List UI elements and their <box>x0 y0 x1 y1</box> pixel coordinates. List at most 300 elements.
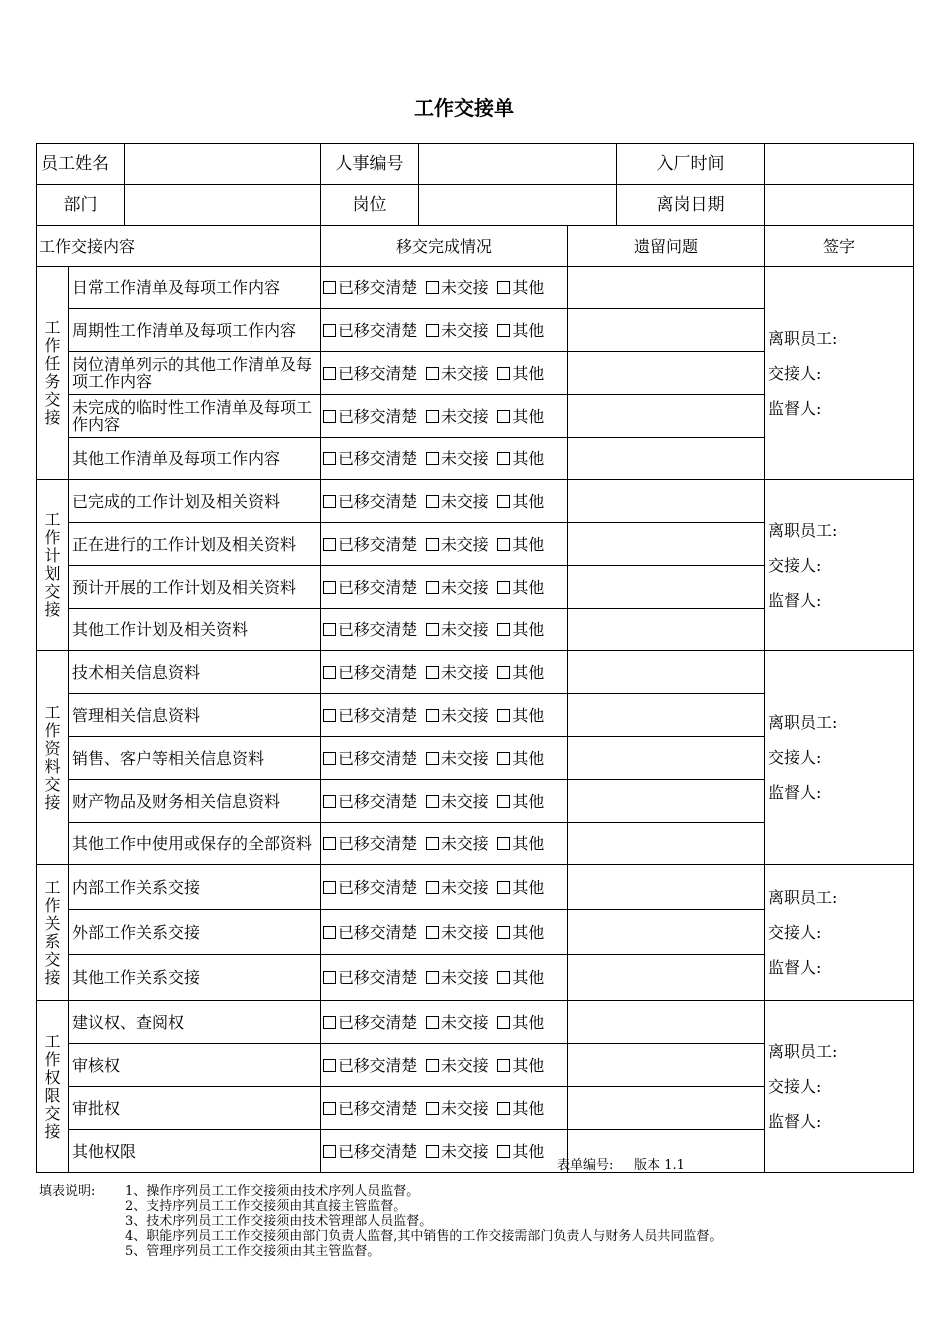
signature-block-3 <box>765 865 914 1001</box>
col-header-sign <box>765 226 914 267</box>
checkbox-square-icon <box>426 666 439 679</box>
label-personnel-no-text: 人事编号 <box>335 153 404 174</box>
checkbox-label: 已移交清楚 <box>338 1098 418 1118</box>
item-1-0-text: 已完成的工作计划及相关资料 <box>72 491 281 511</box>
remaining-issue-field[interactable] <box>568 438 765 480</box>
status-options <box>321 438 568 480</box>
checkbox-other[interactable] <box>497 535 544 554</box>
checkbox-not-handed[interactable] <box>426 663 488 682</box>
item-3-0-text: 内部工作关系交接 <box>72 877 201 897</box>
checkbox-not-handed[interactable] <box>426 449 488 468</box>
checkbox-label: 其他 <box>512 1098 545 1118</box>
checkbox-square-icon <box>323 410 336 423</box>
checkbox-not-handed[interactable] <box>426 578 488 597</box>
status-options <box>321 395 568 438</box>
checkbox-clear[interactable] <box>323 1099 417 1118</box>
checkbox-label: 其他 <box>512 620 545 639</box>
item-4-0-text: 建议权、查阅权 <box>72 1012 185 1032</box>
checkbox-label: 已移交清楚 <box>338 278 418 297</box>
category-1 <box>37 480 69 651</box>
checkbox-square-icon <box>497 452 510 465</box>
checkbox-other[interactable] <box>497 1142 544 1161</box>
checkbox-other[interactable] <box>497 968 544 987</box>
checkbox-label: 已移交清楚 <box>338 1055 418 1075</box>
checkbox-square-icon <box>323 324 336 337</box>
checkbox-square-icon <box>497 752 510 765</box>
status-options <box>321 1044 568 1087</box>
instruction-item: 2、支持序列员工工作交接须由其直接主管监督。 <box>125 1199 407 1214</box>
col-header-sign-text: 签字 <box>822 236 855 256</box>
checkbox-not-handed[interactable] <box>426 1013 488 1032</box>
checkbox-label: 未交接 <box>441 620 489 639</box>
checkbox-label: 已移交清楚 <box>338 363 418 383</box>
label-entry-time-text: 入厂时间 <box>656 153 725 174</box>
checkbox-label: 已移交清楚 <box>338 1141 418 1161</box>
checkbox-square-icon <box>497 367 510 380</box>
checkbox-square-icon <box>323 367 336 380</box>
sign-label-leaver[interactable]: 离职员工: <box>768 713 838 732</box>
checkbox-label: 已移交清楚 <box>338 577 418 597</box>
checkbox-not-handed[interactable] <box>426 1099 488 1118</box>
checkbox-other[interactable] <box>497 1013 544 1032</box>
status-options <box>321 480 568 523</box>
label-leave-date <box>617 185 765 226</box>
status-options <box>321 823 568 865</box>
instruction-item: 5、管理序列员工工作交接须由其主管监督。 <box>125 1244 381 1259</box>
checkbox-not-handed[interactable] <box>426 1056 488 1075</box>
checkbox-label: 已移交清楚 <box>338 406 418 426</box>
checkbox-square-icon <box>497 1145 510 1158</box>
checkbox-clear[interactable] <box>323 278 417 297</box>
checkbox-label: 其他 <box>512 278 545 297</box>
sign-label-supervisor[interactable]: 监督人: <box>768 783 822 802</box>
checkbox-square-icon <box>497 881 510 894</box>
checkbox-square-icon <box>323 837 336 850</box>
col-header-issues <box>568 226 765 267</box>
item-1-0 <box>69 480 321 523</box>
col-header-content-text: 工作交接内容 <box>39 236 136 256</box>
label-personnel-no <box>321 144 419 185</box>
checkbox-square-icon <box>426 367 439 380</box>
item-3-1 <box>69 910 321 955</box>
checkbox-square-icon <box>426 581 439 594</box>
checkbox-label: 其他 <box>512 577 545 597</box>
instructions-label: 填表说明: <box>39 1184 96 1199</box>
checkbox-square-icon <box>323 881 336 894</box>
remaining-issue-field[interactable] <box>568 309 765 352</box>
checkbox-label: 已移交清楚 <box>338 922 418 942</box>
remaining-issue-field[interactable] <box>568 651 765 694</box>
checkbox-not-handed[interactable] <box>426 364 488 383</box>
checkbox-square-icon <box>323 281 336 294</box>
sign-label-receiver[interactable]: 交接人: <box>768 363 822 383</box>
checkbox-clear[interactable] <box>323 834 417 853</box>
checkbox-clear[interactable] <box>323 407 417 426</box>
item-0-1 <box>69 309 321 352</box>
checkbox-label: 其他 <box>512 662 545 682</box>
item-3-0 <box>69 865 321 910</box>
checkbox-label: 已移交清楚 <box>338 1012 418 1032</box>
signature-block-0 <box>765 267 914 480</box>
item-1-1 <box>69 523 321 566</box>
label-position <box>321 185 419 226</box>
checkbox-square-icon <box>323 752 336 765</box>
checkbox-label: 未交接 <box>441 705 489 725</box>
checkbox-not-handed[interactable] <box>426 492 488 511</box>
checkbox-label: 已移交清楚 <box>338 491 418 511</box>
checkbox-other[interactable] <box>497 792 544 811</box>
item-0-2-text: 岗位清单列示的其他工作清单及每项工作内容 <box>72 355 313 391</box>
item-4-2 <box>69 1087 321 1130</box>
checkbox-square-icon <box>323 452 336 465</box>
checkbox-not-handed[interactable] <box>426 968 488 987</box>
category-2 <box>37 651 69 865</box>
item-2-4-text: 其他工作中使用或保存的全部资料 <box>72 834 313 853</box>
checkbox-label: 其他 <box>512 534 545 554</box>
category-2-text: 工作资料交接 <box>44 702 61 812</box>
checkbox-not-handed[interactable] <box>426 923 488 942</box>
checkbox-label: 其他 <box>512 449 545 468</box>
sign-label-receiver[interactable]: 交接人: <box>768 555 822 575</box>
instruction-item: 3、技术序列员工工作交接须由技术管理部人员监督。 <box>125 1214 433 1229</box>
checkbox-clear[interactable] <box>323 492 417 511</box>
checkbox-label: 已移交清楚 <box>338 705 418 725</box>
sign-label-supervisor[interactable]: 监督人: <box>768 1112 822 1131</box>
checkbox-square-icon <box>426 1016 439 1029</box>
status-options <box>321 566 568 609</box>
checkbox-square-icon <box>497 926 510 939</box>
checkbox-clear[interactable] <box>323 663 417 682</box>
sign-label-leaver[interactable]: 离职员工: <box>768 520 838 540</box>
checkbox-label: 未交接 <box>441 491 489 511</box>
col-header-content <box>37 226 321 267</box>
item-3-2 <box>69 955 321 1001</box>
checkbox-square-icon <box>497 1102 510 1115</box>
category-3 <box>37 865 69 1001</box>
checkbox-label: 未交接 <box>441 320 489 340</box>
checkbox-other[interactable] <box>497 321 544 340</box>
item-0-0-text: 日常工作清单及每项工作内容 <box>72 278 281 297</box>
label-department <box>37 185 125 226</box>
label-entry-time <box>617 144 765 185</box>
entry-time-field[interactable] <box>765 144 914 185</box>
remaining-issue-field[interactable] <box>568 566 765 609</box>
item-2-1-text: 管理相关信息资料 <box>72 705 201 725</box>
item-4-2-text: 审批权 <box>72 1098 121 1118</box>
checkbox-not-handed[interactable] <box>426 878 488 897</box>
checkbox-square-icon <box>426 709 439 722</box>
item-2-0-text: 技术相关信息资料 <box>72 662 201 682</box>
item-1-2-text: 预计开展的工作计划及相关资料 <box>72 577 297 597</box>
checkbox-other[interactable] <box>497 1099 544 1118</box>
item-1-3 <box>69 609 321 651</box>
department-field[interactable] <box>125 185 321 226</box>
item-3-2-text: 其他工作关系交接 <box>72 968 201 987</box>
checkbox-clear[interactable] <box>323 878 417 897</box>
checkbox-label: 已移交清楚 <box>338 449 418 468</box>
checkbox-label: 未交接 <box>441 922 489 942</box>
checkbox-other[interactable] <box>497 749 544 768</box>
item-2-3-text: 财产物品及财务相关信息资料 <box>72 791 281 811</box>
checkbox-label: 已移交清楚 <box>338 834 418 853</box>
instruction-item: 4、职能序列员工工作交接须由部门负责人监督,其中销售的工作交接需部门负责人与财务人员共同监督。 <box>125 1229 723 1244</box>
checkbox-label: 其他 <box>512 1141 545 1161</box>
sign-label-receiver[interactable]: 交接人: <box>768 923 822 942</box>
checkbox-clear[interactable] <box>323 620 417 639</box>
checkbox-label: 未交接 <box>441 877 489 897</box>
status-options <box>321 309 568 352</box>
checkbox-other[interactable] <box>497 278 544 297</box>
label-employee-name <box>37 144 125 185</box>
personnel-no-field[interactable] <box>419 144 617 185</box>
checkbox-clear[interactable] <box>323 968 417 987</box>
sign-label-supervisor[interactable]: 监督人: <box>768 398 822 418</box>
checkbox-clear[interactable] <box>323 364 417 383</box>
checkbox-clear[interactable] <box>323 1013 417 1032</box>
checkbox-square-icon <box>426 926 439 939</box>
instruction-item: 1、操作序列员工工作交接须由技术序列人员监督。 <box>125 1184 420 1199</box>
item-0-0 <box>69 267 321 309</box>
category-3-text: 工作关系交接 <box>44 877 61 987</box>
item-0-1-text: 周期性工作清单及每项工作内容 <box>72 320 297 340</box>
checkbox-label: 已移交清楚 <box>338 968 418 987</box>
remaining-issue-field[interactable] <box>568 865 765 910</box>
checkbox-label: 其他 <box>512 791 545 811</box>
checkbox-square-icon <box>497 666 510 679</box>
status-options <box>321 609 568 651</box>
checkbox-square-icon <box>426 452 439 465</box>
checkbox-label: 其他 <box>512 1055 545 1075</box>
remaining-issue-field[interactable] <box>568 480 765 523</box>
item-4-0 <box>69 1001 321 1044</box>
checkbox-clear[interactable] <box>323 1142 417 1161</box>
category-4-text: 工作权限交接 <box>44 1031 61 1141</box>
checkbox-label: 已移交清楚 <box>338 534 418 554</box>
checkbox-not-handed[interactable] <box>426 792 488 811</box>
remaining-issue-field[interactable] <box>568 1044 765 1087</box>
checkbox-label: 未交接 <box>441 662 489 682</box>
checkbox-label: 未交接 <box>441 449 489 468</box>
checkbox-square-icon <box>426 971 439 984</box>
checkbox-square-icon <box>323 1145 336 1158</box>
checkbox-label: 其他 <box>512 922 545 942</box>
checkbox-clear[interactable] <box>323 923 417 942</box>
checkbox-label: 其他 <box>512 363 545 383</box>
checkbox-not-handed[interactable] <box>426 1142 488 1161</box>
remaining-issue-field[interactable] <box>568 1001 765 1044</box>
checkbox-label: 其他 <box>512 406 545 426</box>
col-header-status-text: 移交完成情况 <box>395 236 492 256</box>
status-options <box>321 523 568 566</box>
remaining-issue-field[interactable] <box>568 1087 765 1130</box>
checkbox-label: 未交接 <box>441 834 489 853</box>
checkbox-other[interactable] <box>497 834 544 853</box>
checkbox-square-icon <box>497 538 510 551</box>
checkbox-other[interactable] <box>497 620 544 639</box>
checkbox-square-icon <box>426 495 439 508</box>
checkbox-other[interactable] <box>497 449 544 468</box>
remaining-issue-field[interactable] <box>568 694 765 737</box>
checkbox-other[interactable] <box>497 492 544 511</box>
checkbox-square-icon <box>426 1059 439 1072</box>
checkbox-square-icon <box>323 1016 336 1029</box>
checkbox-label: 已移交清楚 <box>338 748 418 768</box>
checkbox-square-icon <box>497 1059 510 1072</box>
signature-block-4 <box>765 1001 914 1173</box>
checkbox-label: 其他 <box>512 491 545 511</box>
checkbox-other[interactable] <box>497 923 544 942</box>
checkbox-other[interactable] <box>497 663 544 682</box>
checkbox-clear[interactable] <box>323 1056 417 1075</box>
remaining-issue-field[interactable] <box>568 609 765 651</box>
remaining-issue-field[interactable] <box>568 267 765 309</box>
checkbox-square-icon <box>426 538 439 551</box>
checkbox-not-handed[interactable] <box>426 407 488 426</box>
checkbox-label: 其他 <box>512 968 545 987</box>
label-leave-date-text: 离岗日期 <box>656 194 725 215</box>
item-1-2 <box>69 566 321 609</box>
sign-label-leaver[interactable]: 离职员工: <box>768 888 838 907</box>
item-0-4 <box>69 438 321 480</box>
label-department-text: 部门 <box>63 194 98 215</box>
checkbox-square-icon <box>323 1059 336 1072</box>
checkbox-label: 已移交清楚 <box>338 620 418 639</box>
checkbox-square-icon <box>497 795 510 808</box>
checkbox-square-icon <box>323 971 336 984</box>
checkbox-clear[interactable] <box>323 321 417 340</box>
category-0 <box>37 267 69 480</box>
checkbox-other[interactable] <box>497 364 544 383</box>
page-title: 工作交接单 <box>414 96 514 120</box>
checkbox-label: 其他 <box>512 748 545 768</box>
checkbox-label: 其他 <box>512 1012 545 1032</box>
status-options <box>321 910 568 955</box>
item-2-2 <box>69 737 321 780</box>
checkbox-clear[interactable] <box>323 792 417 811</box>
position-field[interactable] <box>419 185 617 226</box>
checkbox-square-icon <box>426 410 439 423</box>
checkbox-other[interactable] <box>497 706 544 725</box>
item-4-1-text: 审核权 <box>72 1055 121 1075</box>
leave-date-field[interactable] <box>765 185 914 226</box>
checkbox-other[interactable] <box>497 578 544 597</box>
remaining-issue-field[interactable] <box>568 395 765 438</box>
checkbox-not-handed[interactable] <box>426 535 488 554</box>
item-0-3-text: 未完成的临时性工作清单及每项工作内容 <box>72 398 313 434</box>
status-options <box>321 651 568 694</box>
checkbox-label: 未交接 <box>441 1098 489 1118</box>
sign-label-supervisor[interactable]: 监督人: <box>768 958 822 977</box>
checkbox-not-handed[interactable] <box>426 706 488 725</box>
checkbox-label: 其他 <box>512 877 545 897</box>
checkbox-other[interactable] <box>497 1056 544 1075</box>
checkbox-clear[interactable] <box>323 749 417 768</box>
checkbox-not-handed[interactable] <box>426 278 488 297</box>
checkbox-square-icon <box>426 752 439 765</box>
checkbox-label: 已移交清楚 <box>338 877 418 897</box>
checkbox-square-icon <box>426 881 439 894</box>
checkbox-square-icon <box>497 837 510 850</box>
checkbox-square-icon <box>497 281 510 294</box>
status-options <box>321 694 568 737</box>
checkbox-other[interactable] <box>497 407 544 426</box>
form-number-version: 表单编号: 版本 1.1 <box>557 1158 685 1173</box>
checkbox-label: 未交接 <box>441 577 489 597</box>
checkbox-square-icon <box>323 666 336 679</box>
checkbox-square-icon <box>323 581 336 594</box>
checkbox-clear[interactable] <box>323 578 417 597</box>
remaining-issue-field[interactable] <box>568 955 765 1001</box>
sign-label-leaver[interactable]: 离职员工: <box>768 328 838 348</box>
checkbox-label: 未交接 <box>441 534 489 554</box>
checkbox-not-handed[interactable] <box>426 749 488 768</box>
checkbox-clear[interactable] <box>323 706 417 725</box>
item-0-3 <box>69 395 321 438</box>
checkbox-square-icon <box>497 324 510 337</box>
sign-label-receiver[interactable]: 交接人: <box>768 1077 822 1096</box>
remaining-issue-field[interactable] <box>568 823 765 865</box>
checkbox-label: 其他 <box>512 705 545 725</box>
status-options <box>321 1087 568 1130</box>
sign-label-receiver[interactable]: 交接人: <box>768 748 822 767</box>
checkbox-not-handed[interactable] <box>426 834 488 853</box>
checkbox-square-icon <box>426 623 439 636</box>
remaining-issue-field[interactable] <box>568 780 765 823</box>
checkbox-label: 已移交清楚 <box>338 791 418 811</box>
checkbox-clear[interactable] <box>323 535 417 554</box>
checkbox-square-icon <box>426 837 439 850</box>
item-2-0 <box>69 651 321 694</box>
checkbox-square-icon <box>323 795 336 808</box>
item-2-1 <box>69 694 321 737</box>
checkbox-square-icon <box>497 623 510 636</box>
status-options <box>321 1001 568 1044</box>
employee-name-field[interactable] <box>125 144 321 185</box>
remaining-issue-field[interactable] <box>568 737 765 780</box>
remaining-issue-field[interactable] <box>568 523 765 566</box>
remaining-issue-field[interactable] <box>568 910 765 955</box>
checkbox-not-handed[interactable] <box>426 321 488 340</box>
status-options <box>321 1130 568 1173</box>
item-1-3-text: 其他工作计划及相关资料 <box>72 620 249 639</box>
checkbox-square-icon <box>497 410 510 423</box>
item-2-3 <box>69 780 321 823</box>
item-4-3-text: 其他权限 <box>72 1141 137 1161</box>
checkbox-square-icon <box>323 538 336 551</box>
checkbox-square-icon <box>426 1145 439 1158</box>
checkbox-label: 已移交清楚 <box>338 320 418 340</box>
checkbox-label: 未交接 <box>441 406 489 426</box>
sign-label-supervisor[interactable]: 监督人: <box>768 590 822 610</box>
checkbox-label: 未交接 <box>441 278 489 297</box>
checkbox-other[interactable] <box>497 878 544 897</box>
checkbox-clear[interactable] <box>323 449 417 468</box>
sign-label-leaver[interactable]: 离职员工: <box>768 1042 838 1061</box>
instructions-list <box>125 1184 722 1259</box>
remaining-issue-field[interactable] <box>568 352 765 395</box>
status-options <box>321 267 568 309</box>
handover-form <box>36 143 914 1173</box>
checkbox-square-icon <box>497 495 510 508</box>
checkbox-not-handed[interactable] <box>426 620 488 639</box>
checkbox-label: 未交接 <box>441 363 489 383</box>
checkbox-square-icon <box>497 1016 510 1029</box>
label-position-text: 岗位 <box>352 194 387 215</box>
status-options <box>321 780 568 823</box>
checkbox-square-icon <box>497 581 510 594</box>
checkbox-square-icon <box>323 926 336 939</box>
item-4-1 <box>69 1044 321 1087</box>
